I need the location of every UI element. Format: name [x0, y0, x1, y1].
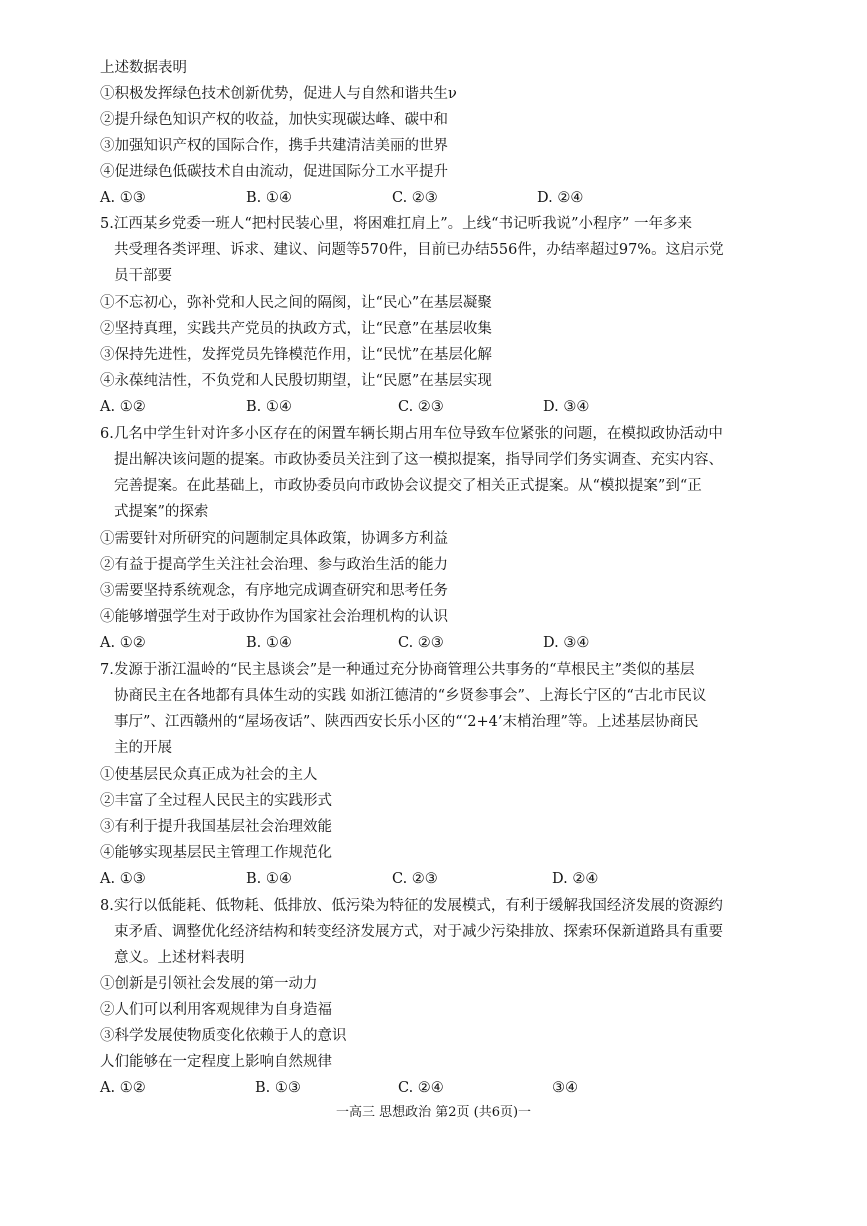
q6-stem-line-1: 6.几名中学生针对许多小区存在的闲置车辆长期占用车位导致车位紧张的问题，在模拟政协活动中: [100, 426, 723, 442]
q7-stem-line-4: 主的开展: [114, 740, 172, 756]
q7-statement-1: ①使基层民众真正成为社会的主人: [100, 767, 318, 783]
q7-option-d: D. ②④: [552, 871, 599, 887]
q6-option-d: D. ③④: [543, 635, 590, 651]
q8-stem-line-2: 束矛盾、调整优化经济结构和转变经济发展方式，对于减少污染排放、探索环保新道路具有重要: [114, 924, 723, 940]
q5-stem-line-1: 5.江西某乡党委一班人“把村民装心里，将困难扛肩上”。上线“书记听我说”小程序” 一年多来: [100, 216, 693, 232]
q7-stem-line-3: 事厅”、江西赣州的“屋场夜话”、陕西西安长乐小区的“‘2+4’末梢治理”等。上述基层协商民: [114, 714, 699, 730]
q4-option-a: A. ①③: [100, 190, 146, 206]
q7-option-b: B. ①④: [246, 871, 292, 887]
q6-option-a: A. ①②: [100, 635, 146, 651]
q5-statement-3: ③保持先进性，发挥党员先锋模范作用，让“民忧”在基层化解: [100, 347, 492, 363]
q4-option-d: D. ②④: [537, 190, 584, 206]
page-footer: 一高三 思想政治 第2页 (共6页)一: [335, 1105, 532, 1120]
q4-option-c: C. ②③: [392, 190, 438, 206]
q7-statement-4: ④能够实现基层民主管理工作规范化: [100, 845, 332, 861]
q4-stem-tail: 上述数据表明: [100, 60, 187, 76]
q5-option-a: A. ①②: [100, 399, 146, 415]
q7-option-a: A. ①③: [100, 871, 146, 887]
q7-stem-line-1: 7.发源于浙江温岭的“民主恳谈会”是一种通过充分协商管理公共事务的“草根民主”类似的基层: [100, 662, 695, 678]
q8-stem-line-3: 意义。上述材料表明: [114, 950, 245, 966]
q4-statement-2: ②提升绿色知识产权的收益，加快实现碳达峰、碳中和: [100, 112, 448, 128]
q8-option-d: ③④: [552, 1080, 578, 1096]
q4-statement-4: ④促进绿色低碳技术自由流动，促进国际分工水平提升: [100, 164, 448, 180]
q6-statement-1: ①需要针对所研究的问题制定具体政策，协调多方利益: [100, 531, 448, 547]
q7-statement-3: ③有利于提升我国基层社会治理效能: [100, 819, 332, 835]
q4-statement-1: ①积极发挥绿色技术创新优势，促进人与自然和谐共生ν: [100, 86, 457, 102]
q7-stem-line-2: 协商民主在各地都有具体生动的实践 如浙江德清的“乡贤参事会”、上海长宁区的“古北市民议: [114, 688, 707, 704]
q8-statement-4: 人们能够在一定程度上影响自然规律: [100, 1054, 332, 1070]
q6-option-b: B. ①④: [246, 635, 292, 651]
q5-option-c: C. ②③: [398, 399, 444, 415]
q8-statement-3: ③科学发展使物质变化依赖于人的意识: [100, 1028, 347, 1044]
q5-statement-1: ①不忘初心，弥补党和人民之间的隔阂，让“民心”在基层凝聚: [100, 295, 492, 311]
q8-statement-2: ②人们可以利用客观规律为自身造福: [100, 1002, 332, 1018]
q5-statement-4: ④永葆纯洁性，不负党和人民殷切期望，让“民愿”在基层实现: [100, 373, 492, 389]
q8-option-b: B. ①③: [255, 1080, 301, 1096]
q6-statement-4: ④能够增强学生对于政协作为国家社会治理机构的认识: [100, 609, 448, 625]
q4-statement-3: ③加强知识产权的国际合作，携手共建清洁美丽的世界: [100, 138, 448, 154]
q5-statement-2: ②坚持真理，实践共产党员的执政方式，让“民意”在基层收集: [100, 321, 492, 337]
q5-stem-line-3: 员干部要: [114, 268, 172, 284]
q8-option-c: C. ②④: [398, 1080, 444, 1096]
q8-stem-line-1: 8.实行以低能耗、低物耗、低排放、低污染为特征的发展模式，有利于缓解我国经济发展的资源约: [100, 898, 723, 914]
q6-statement-2: ②有益于提高学生关注社会治理、参与政治生活的能力: [100, 557, 448, 573]
q6-option-c: C. ②③: [398, 635, 444, 651]
q6-stem-line-2: 提出解决该问题的提案。市政协委员关注到了这一模拟提案，指导同学们务实调查、充实内容、: [114, 452, 723, 468]
q7-option-c: C. ②③: [392, 871, 438, 887]
q6-stem-line-4: 式提案”的探索: [114, 504, 209, 520]
q5-stem-line-2: 共受理各类评理、诉求、建议、问题等570件，目前已办结556件，办结率超过97%。这启示党: [114, 242, 724, 258]
q8-statement-1: ①创新是引领社会发展的第一动力: [100, 976, 318, 992]
q6-statement-3: ③需要坚持系统观念，有序地完成调查研究和思考任务: [100, 583, 448, 599]
q8-option-a: A. ①②: [100, 1080, 146, 1096]
q5-option-b: B. ①④: [246, 399, 292, 415]
q5-option-d: D. ③④: [543, 399, 590, 415]
q6-stem-line-3: 完善提案。在此基础上，市政协委员向市政协会议提交了相关正式提案。从“模拟提案”到“正: [114, 478, 702, 494]
q4-option-b: B. ①④: [246, 190, 292, 206]
q7-statement-2: ②丰富了全过程人民民主的实践形式: [100, 793, 332, 809]
